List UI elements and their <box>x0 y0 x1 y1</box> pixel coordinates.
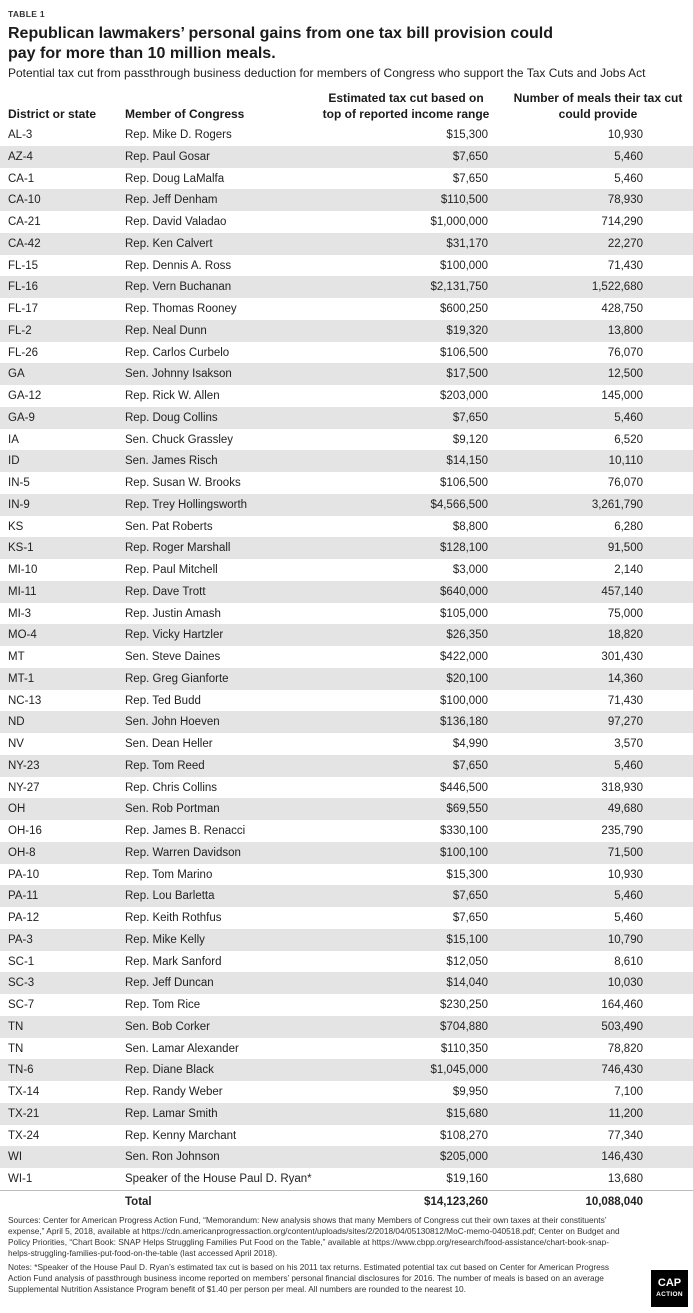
column-header-district: District or state <box>8 107 97 121</box>
member-cell: Sen. Bob Corker <box>125 1020 211 1033</box>
district-cell: NY-23 <box>8 759 40 772</box>
meals-cell: 22,270 <box>607 237 643 250</box>
district-cell: NV <box>8 738 24 750</box>
tax-cut-cell: $7,650 <box>452 172 488 185</box>
member-cell: Rep. Mike D. Rogers <box>125 129 232 141</box>
district-cell: WI <box>8 1151 23 1164</box>
table-row <box>0 211 693 233</box>
member-cell: Rep. Vern Buchanan <box>125 281 232 294</box>
total-meals: 10,088,040 <box>585 1195 643 1208</box>
tax-cut-cell: $31,170 <box>446 237 488 250</box>
table-row <box>0 385 693 407</box>
meals-cell: 5,460 <box>614 890 643 903</box>
district-cell: ID <box>8 455 20 468</box>
table-row <box>0 559 693 581</box>
table-row <box>0 1038 693 1060</box>
column-header-tax-cut: Estimated tax cut based on top of reported income range <box>322 91 490 121</box>
meals-cell: 3,570 <box>614 738 643 750</box>
meals-cell: 301,430 <box>601 651 643 663</box>
member-cell: Rep. Carlos Curbelo <box>125 346 230 359</box>
member-cell: Rep. Thomas Rooney <box>125 303 237 315</box>
district-cell: WI-1 <box>8 1173 33 1185</box>
tax-cut-cell: $7,650 <box>452 890 488 903</box>
tax-cut-cell: $8,800 <box>452 520 488 533</box>
member-cell: Sen. Steve Daines <box>125 651 221 663</box>
member-cell: Sen. Ron Johnson <box>125 1151 220 1164</box>
table-row <box>0 972 693 994</box>
district-cell: SC-7 <box>8 999 35 1011</box>
tax-cut-cell: $7,650 <box>452 912 488 924</box>
member-cell: Rep. Lou Barletta <box>125 890 215 903</box>
table-row <box>0 646 693 668</box>
member-cell: Rep. Jeff Denham <box>125 194 218 207</box>
table-row <box>0 1016 693 1038</box>
logo-line-1: CAP <box>657 1276 682 1289</box>
table-row <box>0 1168 693 1190</box>
table-row <box>0 864 693 886</box>
district-cell: MI-10 <box>8 564 38 576</box>
district-cell: FL-15 <box>8 259 39 272</box>
member-cell: Rep. Roger Marshall <box>125 542 231 555</box>
meals-cell: 6,520 <box>614 433 643 446</box>
table-row <box>0 798 693 820</box>
table-row <box>0 603 693 625</box>
meals-cell: 5,460 <box>614 759 643 772</box>
tax-cut-cell: $110,350 <box>440 1042 488 1055</box>
tax-cut-cell: $100,000 <box>440 694 488 707</box>
member-cell: Sen. Rob Portman <box>125 803 220 816</box>
table-row <box>0 1125 693 1147</box>
member-cell: Sen. Lamar Alexander <box>125 1042 239 1055</box>
tax-cut-cell: $7,650 <box>452 759 488 772</box>
district-cell: IN-5 <box>8 477 30 489</box>
meals-cell: 7,100 <box>614 1086 643 1098</box>
table-row <box>0 624 693 646</box>
table-row <box>0 276 693 298</box>
table-title: Republican lawmakers’ personal gains from one tax bill provision could pay for more than 10 million meals. <box>8 25 554 62</box>
district-cell: NY-27 <box>8 781 40 794</box>
district-cell: PA-3 <box>8 933 33 946</box>
meals-cell: 76,070 <box>607 346 643 359</box>
table-row <box>0 951 693 973</box>
tax-cut-cell: $136,180 <box>440 716 488 729</box>
notes-note: Notes: *Speaker of the House Paul D. Ryan’s estimated tax cut is based on his 2011 tax returns. Estimated potential tax cut based on Center for American Progress Action Fund analysis of passthrough business income reported on members’ personal financial disclosures for 2016. The number of meals is based on an average Supplemental Nutrition Assistance Program benefit of $1.40 per person per meal. All numbers are rounded to the nearest 10. <box>8 1262 610 1294</box>
district-cell: FL-16 <box>8 281 39 294</box>
tax-cut-cell: $15,680 <box>446 1107 488 1120</box>
table-row <box>0 255 693 277</box>
tax-cut-cell: $330,100 <box>440 825 488 837</box>
meals-cell: 1,522,680 <box>591 281 643 294</box>
meals-cell: 457,140 <box>601 585 643 598</box>
table-header <box>0 88 693 124</box>
meals-cell: 5,460 <box>614 411 643 424</box>
meals-cell: 6,280 <box>614 520 643 533</box>
district-cell: AL-3 <box>8 129 33 141</box>
tax-cut-cell: $4,566,500 <box>430 498 488 511</box>
sources-note: Sources: Center for American Progress Action Fund, “Memorandum: New analysis shows that many Members of Congress cut their own taxes at their constituents’ expense,” April 5, 2018, available at https://cdn.americanprogressaction.org/content/uploads/sites/2/2018/04/05130812/MoC-memo-040518.pdf; Center on Budget and Policy Priorities, “Chart Book: SNAP Helps Struggling Families Put Food on the Table,” available at https://www.cbpp.org/research/food-assistance/chart-book-snap-helps-struggling-families-put-food-on-the-table (last accessed April 2018). <box>8 1215 620 1258</box>
meals-cell: 13,680 <box>607 1173 643 1185</box>
tax-cut-cell: $7,650 <box>452 411 488 424</box>
table-row <box>0 581 693 603</box>
table-row <box>0 842 693 864</box>
district-cell: SC-1 <box>8 955 35 968</box>
table-row <box>0 450 693 472</box>
meals-cell: 164,460 <box>601 999 643 1011</box>
meals-cell: 78,930 <box>607 194 643 207</box>
member-cell: Rep. James B. Renacci <box>125 825 246 837</box>
meals-cell: 10,110 <box>608 455 643 468</box>
district-cell: CA-10 <box>8 194 41 207</box>
member-cell: Sen. Chuck Grassley <box>125 433 234 446</box>
member-cell: Rep. Doug Collins <box>125 411 218 424</box>
tax-cut-cell: $108,270 <box>440 1129 488 1142</box>
district-cell: FL-2 <box>8 324 32 337</box>
member-cell: Rep. Paul Mitchell <box>125 564 218 576</box>
district-cell: FL-26 <box>8 346 39 359</box>
district-cell: CA-1 <box>8 172 35 185</box>
meals-cell: 3,261,790 <box>591 498 643 511</box>
meals-cell: 76,070 <box>607 477 643 489</box>
member-cell: Rep. Dennis A. Ross <box>125 259 232 272</box>
table-row <box>0 755 693 777</box>
meals-cell: 75,000 <box>607 607 643 620</box>
table-row <box>0 1059 693 1081</box>
member-cell: Rep. Vicky Hartzler <box>125 629 224 642</box>
table-row <box>0 1081 693 1103</box>
table-row <box>0 777 693 799</box>
meals-cell: 78,820 <box>607 1042 643 1055</box>
tax-cut-cell: $20,100 <box>446 672 488 685</box>
district-cell: GA-12 <box>8 390 42 402</box>
meals-cell: 14,360 <box>607 672 643 685</box>
tax-cut-cell: $4,990 <box>452 738 488 750</box>
tax-cut-cell: $640,000 <box>440 585 488 598</box>
meals-cell: 10,930 <box>607 129 643 141</box>
table-row <box>0 907 693 929</box>
member-cell: Sen. James Risch <box>125 455 218 468</box>
meals-cell: 5,460 <box>614 150 643 163</box>
tax-cut-cell: $2,131,750 <box>430 281 488 294</box>
tax-cut-cell: $704,880 <box>440 1020 488 1033</box>
table-row <box>0 690 693 712</box>
table-row <box>0 885 693 907</box>
member-cell: Rep. Dave Trott <box>125 585 206 598</box>
tax-cut-cell: $26,350 <box>446 629 488 642</box>
district-cell: TN <box>8 1020 24 1033</box>
table-row <box>0 494 693 516</box>
member-cell: Rep. Chris Collins <box>125 781 218 794</box>
table-subtitle: Potential tax cut from passthrough business deduction for members of Congress who support the Tax Cuts and Jobs Act <box>8 66 646 80</box>
tax-cut-cell: $3,000 <box>452 564 488 576</box>
member-cell: Sen. Dean Heller <box>125 738 213 750</box>
footnotes <box>8 1215 623 1298</box>
district-cell: NC-13 <box>8 694 42 707</box>
meals-cell: 746,430 <box>601 1064 643 1077</box>
table-row <box>0 711 693 733</box>
district-cell: TN-6 <box>8 1064 34 1077</box>
tax-cut-cell: $14,040 <box>446 977 488 990</box>
meals-cell: 235,790 <box>601 825 643 837</box>
district-cell: MI-3 <box>8 607 31 620</box>
district-cell: SC-3 <box>8 977 35 990</box>
tax-cut-cell: $15,100 <box>446 933 488 946</box>
table-row <box>0 342 693 364</box>
district-cell: TN <box>8 1042 24 1055</box>
table-row <box>0 363 693 385</box>
member-cell: Rep. Tom Marino <box>125 868 213 881</box>
tax-cut-cell: $69,550 <box>446 803 488 816</box>
table-row <box>0 994 693 1016</box>
meals-cell: 5,460 <box>614 912 643 924</box>
table-row <box>0 146 693 168</box>
meals-cell: 71,430 <box>607 259 643 272</box>
member-cell: Rep. Paul Gosar <box>125 150 211 163</box>
meals-cell: 13,800 <box>607 324 643 337</box>
member-cell: Rep. Mike Kelly <box>125 933 205 946</box>
member-cell: Speaker of the House Paul D. Ryan* <box>125 1173 312 1185</box>
meals-cell: 146,430 <box>601 1151 643 1164</box>
tax-cut-cell: $12,050 <box>446 955 488 968</box>
total-tax-cut: $14,123,260 <box>424 1195 488 1208</box>
tax-cut-cell: $422,000 <box>440 651 488 663</box>
logo-line-2: ACTION <box>656 1290 683 1298</box>
member-cell: Rep. Susan W. Brooks <box>125 477 241 489</box>
meals-cell: 10,030 <box>607 977 643 990</box>
tax-cut-cell: $100,000 <box>440 259 488 272</box>
table-row <box>0 929 693 951</box>
table-row <box>0 1103 693 1125</box>
tax-cut-cell: $9,950 <box>452 1086 488 1098</box>
member-cell: Rep. Kenny Marchant <box>125 1129 237 1142</box>
district-cell: CA-42 <box>8 237 41 250</box>
meals-cell: 145,000 <box>601 390 643 402</box>
district-cell: ND <box>8 716 25 729</box>
table-row <box>0 189 693 211</box>
tax-cut-cell: $9,120 <box>452 433 488 446</box>
tax-cut-cell: $14,150 <box>446 455 488 468</box>
meals-cell: 12,500 <box>607 368 643 381</box>
meals-cell: 49,680 <box>607 803 643 816</box>
member-cell: Rep. Warren Davidson <box>125 846 241 859</box>
meals-cell: 97,270 <box>607 716 643 729</box>
tax-cut-cell: $205,000 <box>440 1151 488 1164</box>
tax-cut-cell: $105,000 <box>440 607 488 620</box>
table-row <box>0 668 693 690</box>
district-cell: TX-14 <box>8 1086 40 1098</box>
tax-cut-cell: $17,500 <box>446 368 488 381</box>
member-cell: Rep. Tom Reed <box>125 759 205 772</box>
member-cell: Rep. Keith Rothfus <box>125 912 222 924</box>
member-cell: Rep. Trey Hollingsworth <box>125 498 248 511</box>
member-cell: Rep. Diane Black <box>125 1064 214 1077</box>
table-row <box>0 820 693 842</box>
table-row <box>0 1146 693 1168</box>
member-cell: Rep. Randy Weber <box>125 1086 223 1098</box>
meals-cell: 10,790 <box>607 933 643 946</box>
district-cell: AZ-4 <box>8 150 33 163</box>
member-cell: Rep. Tom Rice <box>125 999 201 1011</box>
tax-cut-cell: $15,300 <box>446 868 488 881</box>
meals-cell: 8,610 <box>614 955 643 968</box>
table-row <box>0 407 693 429</box>
table-row <box>0 168 693 190</box>
member-cell: Rep. Greg Gianforte <box>125 672 229 685</box>
member-cell: Rep. Mark Sanford <box>125 955 222 968</box>
column-header-member: Member of Congress <box>125 107 245 121</box>
district-cell: GA <box>8 368 25 381</box>
table-row <box>0 298 693 320</box>
table-row <box>0 472 693 494</box>
district-cell: PA-10 <box>8 868 40 881</box>
total-label: Total <box>125 1195 152 1208</box>
district-cell: MO-4 <box>8 629 37 642</box>
tax-cut-cell: $19,320 <box>446 324 488 337</box>
member-cell: Rep. Doug LaMalfa <box>125 172 225 185</box>
meals-cell: 5,460 <box>614 172 643 185</box>
district-cell: IA <box>8 433 19 446</box>
member-cell: Sen. Johnny Isakson <box>125 368 232 381</box>
meals-cell: 318,930 <box>601 781 643 794</box>
tax-cut-cell: $1,045,000 <box>430 1064 488 1077</box>
meals-cell: 18,820 <box>607 629 643 642</box>
table-row <box>0 320 693 342</box>
cap-action-logo <box>651 1270 688 1307</box>
column-header-meals: Number of meals their tax cut could provide <box>513 91 683 121</box>
table-body <box>0 124 693 1213</box>
tax-cut-cell: $7,650 <box>452 150 488 163</box>
tax-cut-cell: $110,500 <box>440 194 488 207</box>
district-cell: OH-16 <box>8 825 42 837</box>
district-cell: TX-21 <box>8 1107 40 1120</box>
district-cell: MT <box>8 651 25 663</box>
meals-cell: 71,500 <box>607 846 643 859</box>
meals-cell: 428,750 <box>601 303 643 315</box>
tax-cut-cell: $446,500 <box>440 781 488 794</box>
tax-cut-cell: $203,000 <box>440 390 488 402</box>
tax-cut-cell: $128,100 <box>440 542 488 555</box>
district-cell: FL-17 <box>8 303 39 315</box>
district-cell: OH <box>8 803 26 816</box>
tax-cut-cell: $230,250 <box>440 999 488 1011</box>
member-cell: Rep. Justin Amash <box>125 607 221 620</box>
meals-cell: 714,290 <box>601 216 643 228</box>
member-cell: Sen. John Hoeven <box>125 716 220 729</box>
meals-cell: 2,140 <box>614 564 643 576</box>
tax-cut-cell: $106,500 <box>440 477 488 489</box>
district-cell: MI-11 <box>8 585 37 598</box>
member-cell: Sen. Pat Roberts <box>125 520 213 533</box>
tax-cut-cell: $106,500 <box>440 346 488 359</box>
meals-cell: 77,340 <box>607 1129 643 1142</box>
table-row <box>0 516 693 538</box>
tax-cut-cell: $15,300 <box>446 129 488 141</box>
tax-cut-cell: $19,160 <box>446 1173 488 1185</box>
district-cell: IN-9 <box>8 498 30 511</box>
member-cell: Rep. Ken Calvert <box>125 237 213 250</box>
meals-cell: 503,490 <box>601 1020 643 1033</box>
member-cell: Rep. Jeff Duncan <box>125 977 214 990</box>
table-row <box>0 733 693 755</box>
table-row <box>0 124 693 146</box>
tax-cut-cell: $600,250 <box>440 303 488 315</box>
district-cell: TX-24 <box>8 1129 40 1142</box>
district-cell: PA-12 <box>8 912 40 924</box>
member-cell: Rep. Ted Budd <box>125 694 201 707</box>
meals-cell: 11,200 <box>608 1107 643 1120</box>
district-cell: MT-1 <box>8 672 35 685</box>
table-row <box>0 233 693 255</box>
member-cell: Rep. Neal Dunn <box>125 324 207 337</box>
member-cell: Rep. Lamar Smith <box>125 1107 218 1120</box>
meals-cell: 91,500 <box>607 542 643 555</box>
table-row <box>0 537 693 559</box>
district-cell: KS-1 <box>8 542 34 555</box>
district-cell: GA-9 <box>8 411 35 424</box>
district-cell: KS <box>8 520 24 533</box>
total-row <box>0 1190 693 1213</box>
member-cell: Rep. Rick W. Allen <box>125 390 220 402</box>
district-cell: OH-8 <box>8 846 36 859</box>
district-cell: PA-11 <box>8 890 39 903</box>
meals-cell: 10,930 <box>607 868 643 881</box>
table-row <box>0 429 693 451</box>
member-cell: Rep. David Valadao <box>125 216 227 228</box>
district-cell: CA-21 <box>8 216 41 228</box>
tax-cut-cell: $100,100 <box>440 846 488 859</box>
meals-cell: 71,430 <box>607 694 643 707</box>
tax-cut-cell: $1,000,000 <box>430 216 488 228</box>
table-label: TABLE 1 <box>8 9 45 19</box>
